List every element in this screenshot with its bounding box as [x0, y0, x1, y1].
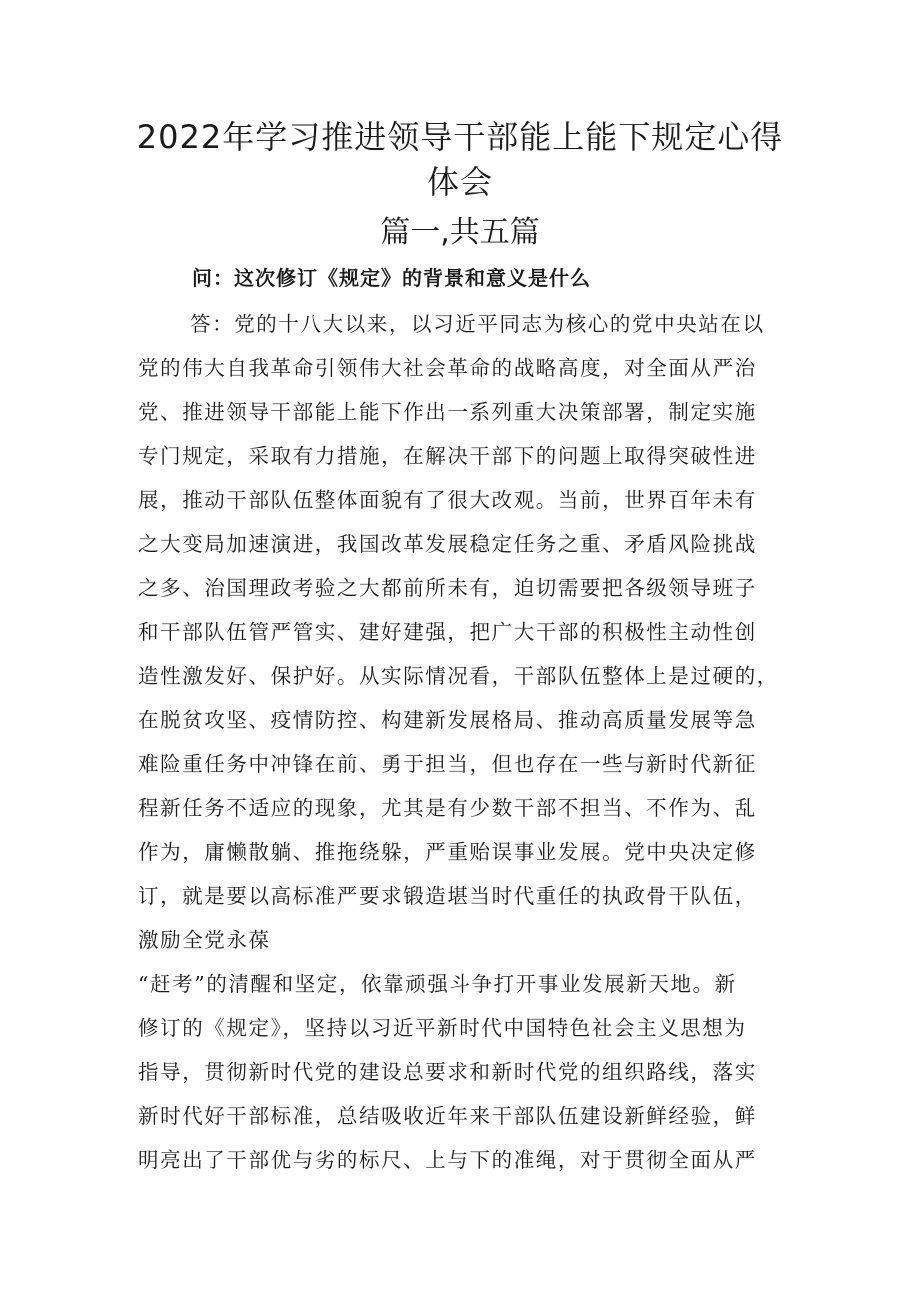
body-line: 在脱贫攻坚、疫情防控、构建新发展格局、推动高质量发展等急	[138, 708, 757, 732]
body-line: 造性激发好、保护好。从实际情况看，干部队伍整体上是过硬的，	[138, 664, 779, 688]
body-line: 党的伟大自我革命引领伟大社会革命的战略高度，对全面从严治	[138, 356, 757, 380]
body-line: 和干部队伍管严管实、建好建强，把广大干部的积极性主动性创	[138, 620, 757, 644]
body-line: 订，就是要以高标准严要求锻造堪当时代重任的执政骨干队伍，	[138, 884, 757, 908]
body-line: 专门规定，采取有力措施，在解决干部下的问题上取得突破性进	[138, 444, 757, 468]
body-line: 之多、治国理政考验之大都前所未有，迫切需要把各级领导班子	[138, 576, 757, 600]
body-line: 党、推进领导干部能上能下作出一系列重大决策部署，制定实施	[138, 400, 757, 424]
body-line: 难险重任务中冲锋在前、勇于担当，但也存在一些与新时代新征	[138, 752, 757, 776]
body-line: 展，推动干部队伍整体面貌有了很大改观。当前，世界百年未有	[138, 488, 757, 512]
body-line: “赶考”的清醒和坚定，依靠顽强斗争打开事业发展新天地。新	[138, 972, 737, 996]
question-heading: 问：这次修订《规定》的背景和意义是什么	[192, 266, 591, 290]
body-line: 指导，贯彻新时代党的建设总要求和新时代党的组织路线，落实	[138, 1060, 757, 1084]
body-line: 程新任务不适应的现象，尤其是有少数干部不担当、不作为、乱	[138, 796, 757, 820]
body-line: 作为，庸懒散躺、推拖绕躲，严重贻误事业发展。党中央决定修	[138, 840, 757, 864]
body-line: 新时代好干部标准，总结吸收近年来干部队伍建设新鲜经验，鲜	[138, 1104, 757, 1128]
document-title-line-2: 体会	[426, 163, 493, 201]
document-subtitle: 篇一,共五篇	[380, 215, 540, 250]
document-title-line-1: 2022年学习推进领导干部能上能下规定心得	[136, 118, 784, 156]
body-line: 答：党的十八大以来，以习近平同志为核心的党中央站在以	[190, 312, 765, 336]
body-line: 修订的《规定》，坚持以习近平新时代中国特色社会主义思想为	[138, 1016, 747, 1040]
body-line: 激励全党永葆	[138, 928, 271, 952]
body-line: 之大变局加速演进，我国改革发展稳定任务之重、矛盾风险挑战	[138, 532, 757, 556]
body-line: 明亮出了干部优与劣的标尺、上与下的准绳，对于贯彻全面从严	[138, 1148, 757, 1172]
